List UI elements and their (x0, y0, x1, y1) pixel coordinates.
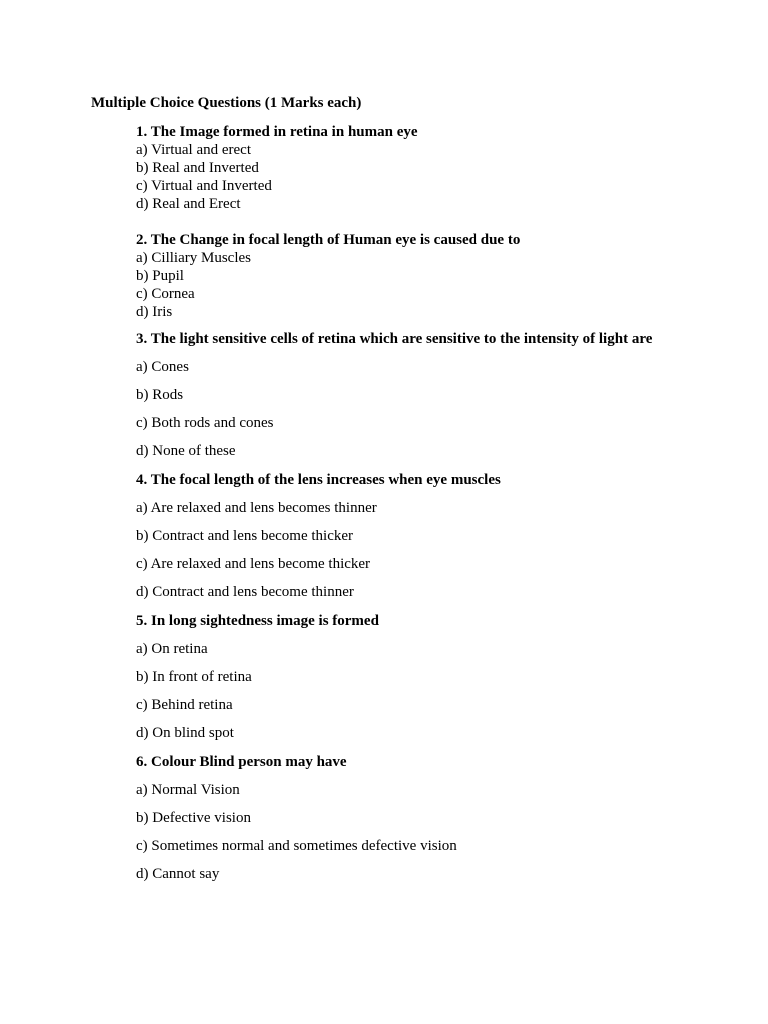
option-c: c) Are relaxed and lens become thicker (136, 556, 371, 572)
option-c: c) Behind retina (136, 697, 233, 713)
option-b: b) Contract and lens become thicker (136, 528, 354, 544)
question-title: 1. The Image formed in retina in human eye (136, 124, 418, 140)
option-b: b) Rods (136, 387, 184, 403)
option-b: b) Pupil (136, 268, 184, 284)
question-5 (136, 612, 756, 752)
question-4 (136, 471, 756, 611)
question-title: 2. The Change in focal length of Human eye is caused due to (136, 232, 521, 248)
option-c: c) Cornea (136, 286, 195, 302)
option-a: a) Cilliary Muscles (136, 250, 251, 266)
question-1 (136, 123, 756, 213)
option-d: d) On blind spot (136, 725, 234, 741)
option-a: a) Are relaxed and lens becomes thinner (136, 500, 377, 516)
option-b: b) Defective vision (136, 810, 251, 826)
option-a: a) On retina (136, 641, 208, 657)
option-d: d) Iris (136, 304, 173, 320)
question-title: 5. In long sightedness image is formed (136, 613, 379, 629)
section-heading: Multiple Choice Questions (1 Marks each) (91, 95, 362, 111)
question-3 (136, 330, 756, 470)
option-c: c) Both rods and cones (136, 415, 274, 431)
option-d: d) Real and Erect (136, 196, 241, 212)
question-title: 6. Colour Blind person may have (136, 754, 347, 770)
option-a: a) Virtual and erect (136, 142, 252, 158)
option-b: b) Real and Inverted (136, 160, 259, 176)
question-2 (136, 231, 756, 321)
option-a: a) Cones (136, 359, 189, 375)
option-c: c) Virtual and Inverted (136, 178, 272, 194)
option-d: d) None of these (136, 443, 236, 459)
option-d: d) Contract and lens become thinner (136, 584, 354, 600)
question-6 (136, 753, 756, 893)
question-title: 4. The focal length of the lens increases when eye muscles (136, 472, 501, 488)
option-d: d) Cannot say (136, 866, 220, 882)
option-a: a) Normal Vision (136, 782, 240, 798)
question-title: 3. The light sensitive cells of retina which are sensitive to the intensity of light are (136, 331, 653, 347)
option-c: c) Sometimes normal and sometimes defective vision (136, 838, 457, 854)
option-b: b) In front of retina (136, 669, 252, 685)
